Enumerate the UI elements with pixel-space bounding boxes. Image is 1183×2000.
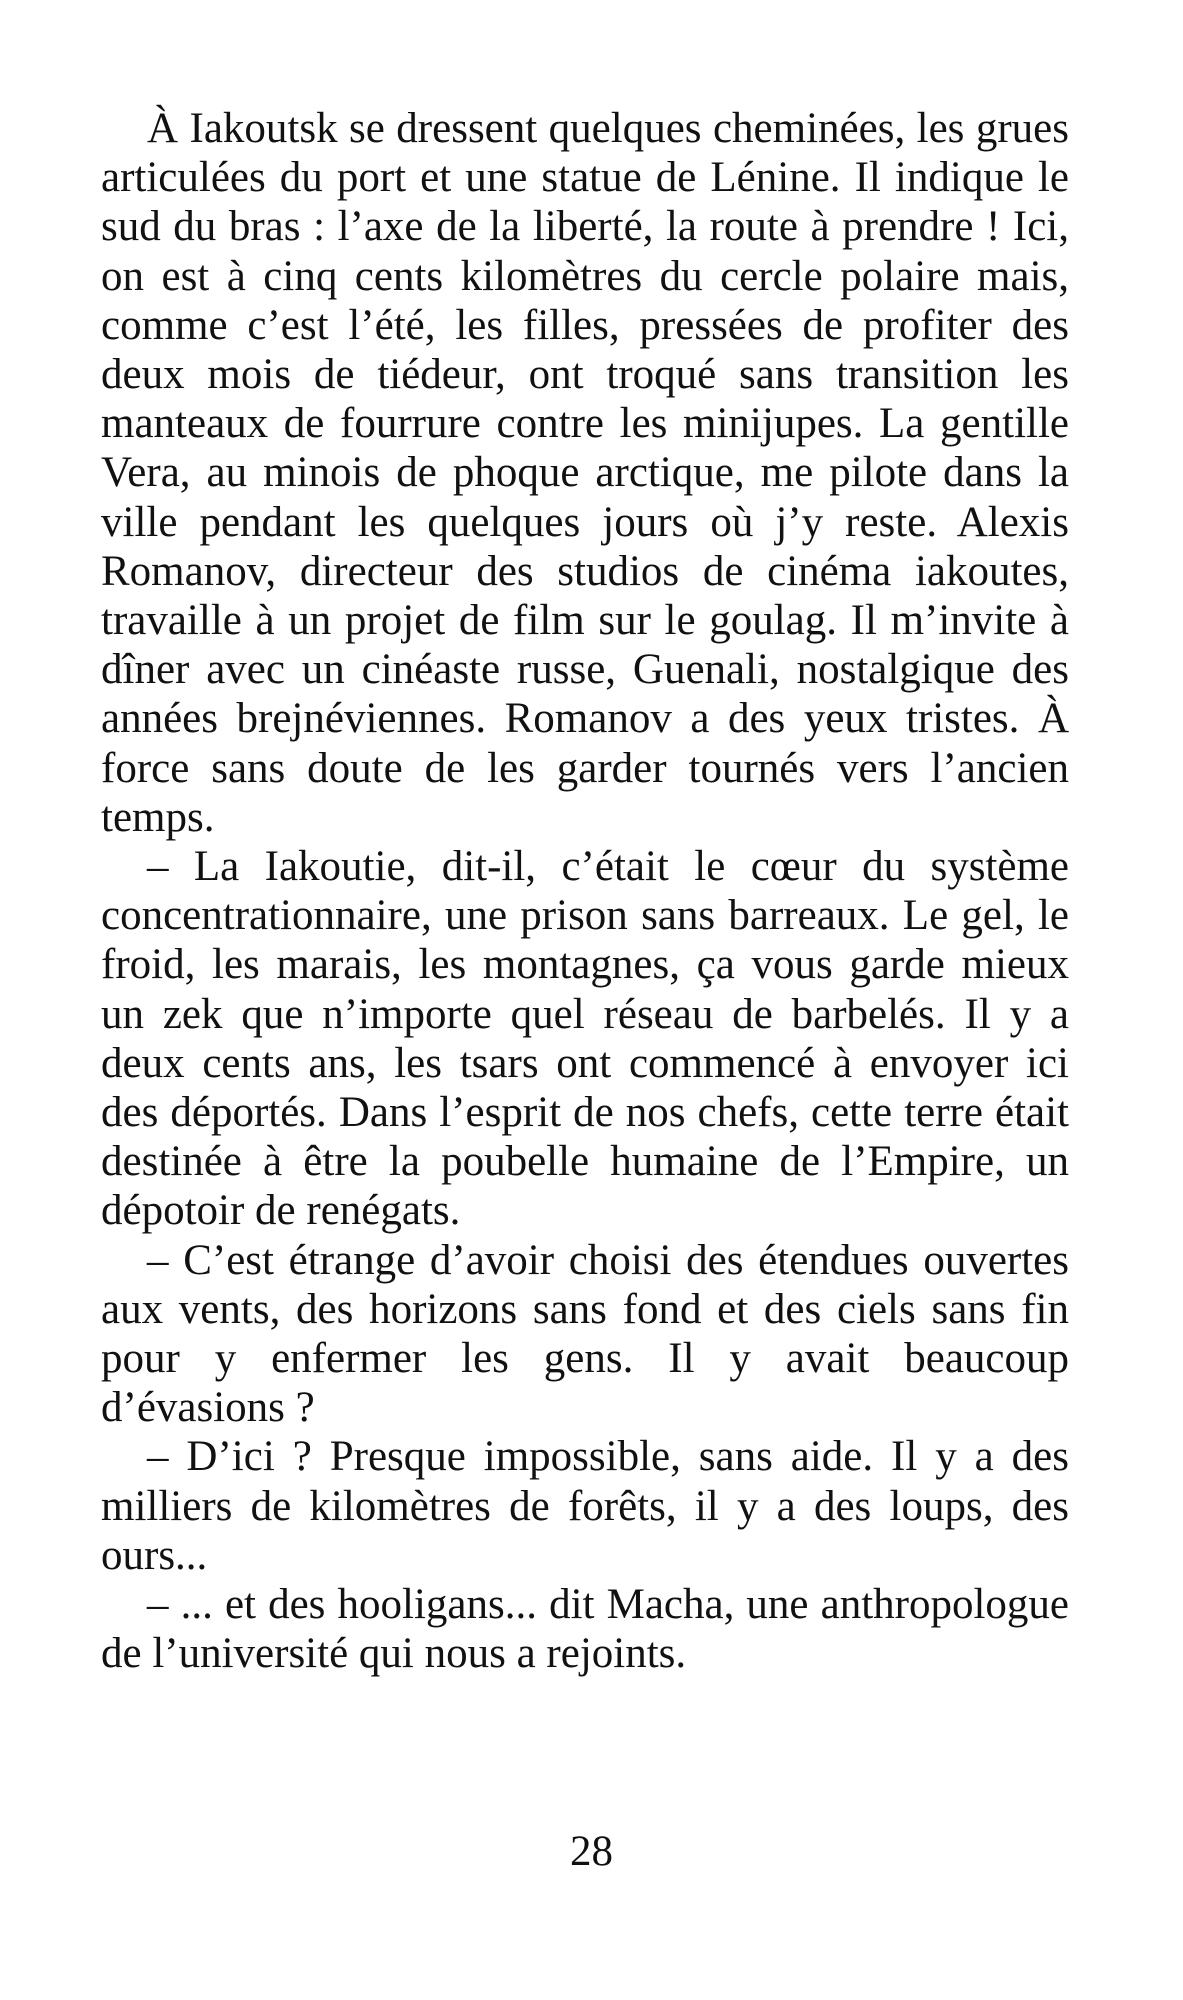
- paragraph-iakoutsk-description: À Iakoutsk se dressent quelques cheminées, les grues articulées du port et une statue de Lénine. Il indique le sud du bras : l’axe de la liberté, la route à prendre ! Ici, on est à cinq cents kilomètres du cercle polaire mais, comme c’est l’été, les filles, pressées de profiter des deux mois de tiédeur, ont troqué sans transition les manteaux de fourrure contre les minijupes. La gentille Vera, au minois de phoque arctique, me pilote dans la ville pendant les quelques jours où j’y reste. Alexis Romanov, directeur des studios de cinéma iakoutes, travaille à un projet de film sur le goulag. Il m’invite à dîner avec un cinéaste russe, Guenali, nostalgique des années brejnéviennes. Romanov a des yeux tristes. À force sans doute de les garder tournés vers l’ancien temps.: [101, 105, 1069, 841]
- paragraph-evasions-question: – C’est étrange d’avoir choisi des étendues ouvertes aux vents, des horizons sans fond et des ciels sans fin pour y enfermer les gens. Il y avait beaucoup d’évasions ?: [101, 1236, 1069, 1432]
- body-text: [101, 104, 1069, 1679]
- paragraph-macha-remark: – ... et des hooligans... dit Macha, une anthropologue de l’université qui nous a rejoints.: [101, 1581, 1069, 1678]
- paragraph-impossible-answer: – D’ici ? Presque impossible, sans aide. Il y a des milliers de kilomètres de forêts, il y a des loups, des ours...: [101, 1433, 1069, 1579]
- page-number: 28: [570, 1828, 613, 1875]
- paragraph-romanov-dialogue: – La Iakoutie, dit-il, c’était le cœur du système concentrationnaire, une prison sans barreaux. Le gel, le froid, les marais, les montagnes, ça vous garde mieux un zek que n’importe quel réseau de barbelés. Il y a deux cents ans, les tsars ont commencé à envoyer ici des déportés. Dans l’esprit de nos chefs, cette terre était destinée à être la poubelle humaine de l’Empire, un dépotoir de renégats.: [101, 843, 1069, 1235]
